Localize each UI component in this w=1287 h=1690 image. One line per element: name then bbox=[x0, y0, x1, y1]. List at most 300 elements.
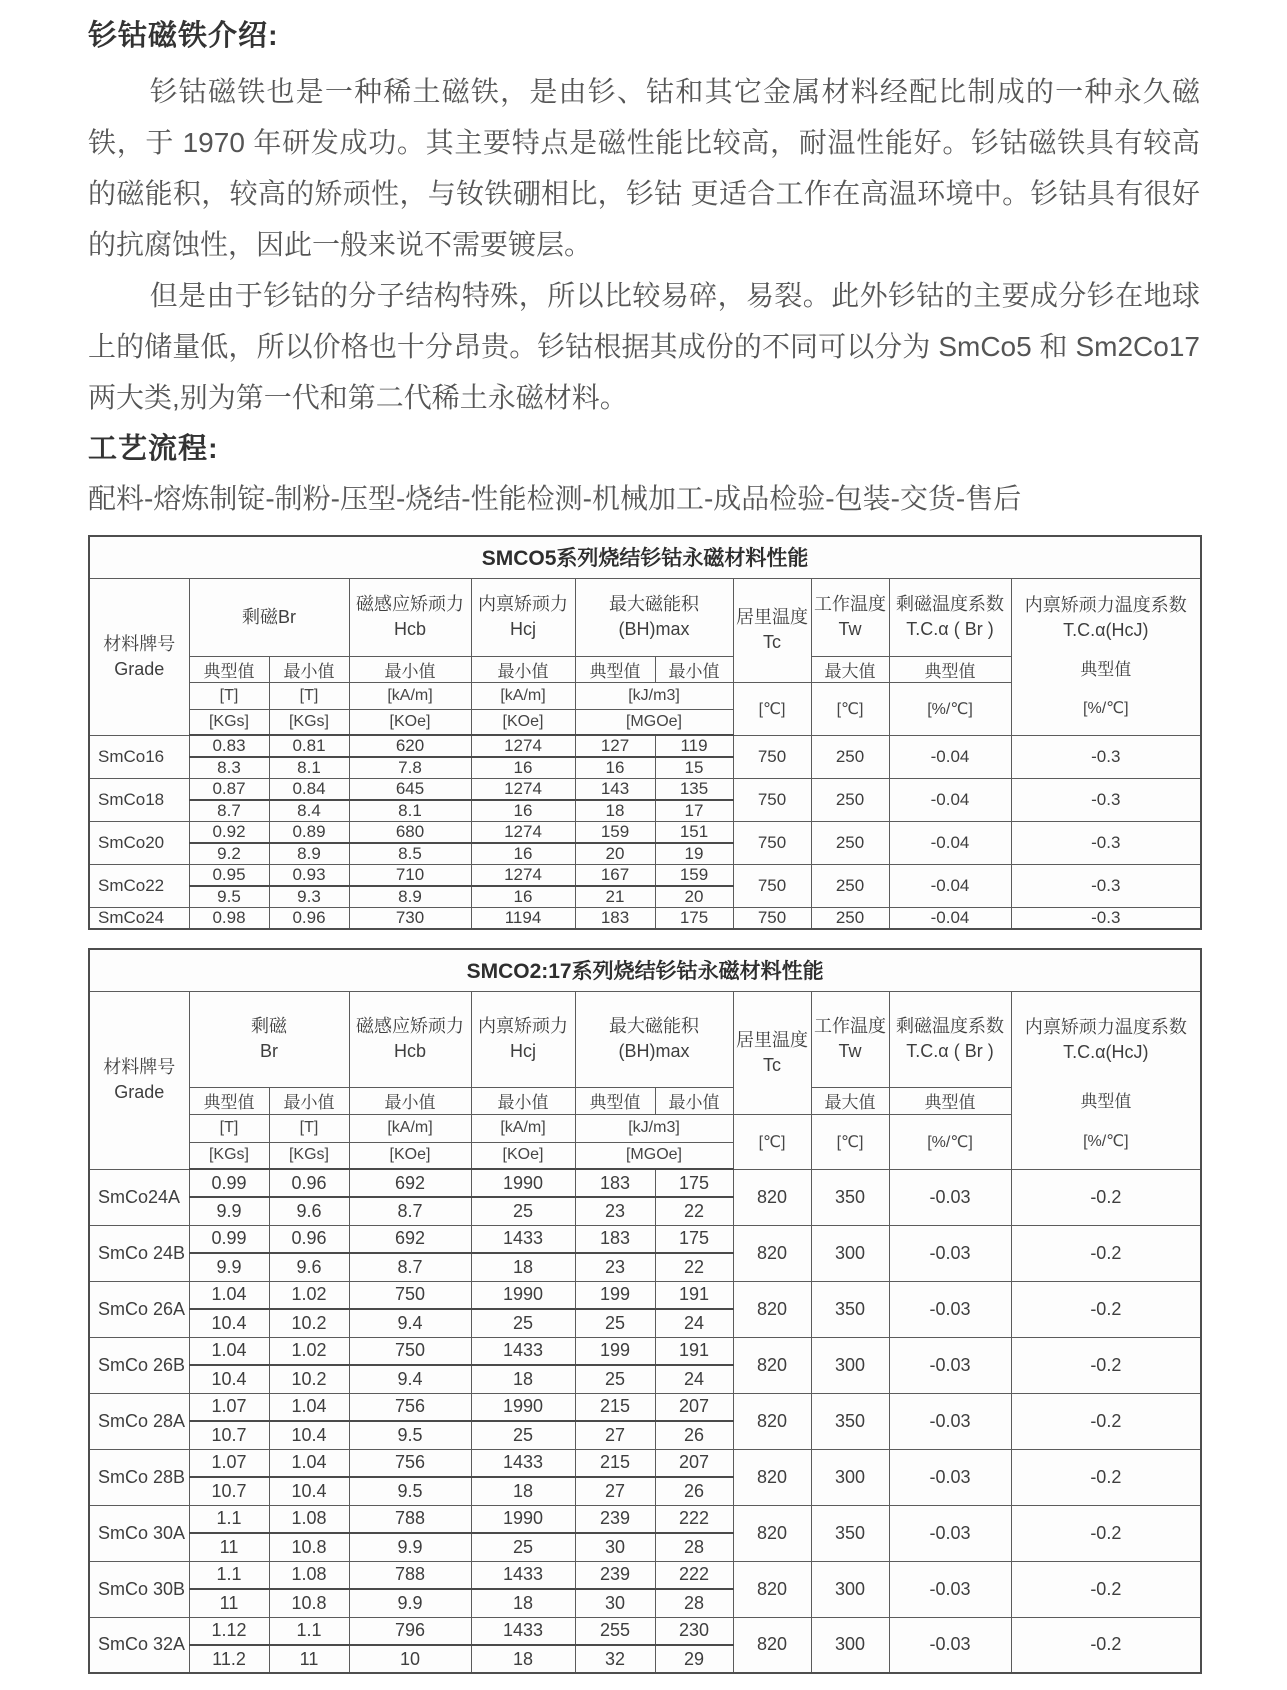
value-cell: 119 bbox=[655, 735, 733, 757]
value-cell: 0.98 bbox=[189, 908, 269, 930]
tw-unit-cell: [℃] bbox=[811, 1114, 889, 1169]
value-cell: 0.93 bbox=[269, 865, 349, 887]
value-cell: 1.02 bbox=[269, 1281, 349, 1309]
value-cell: 9.9 bbox=[189, 1253, 269, 1281]
tca-hcj-group-header bbox=[1011, 991, 1201, 1169]
spec-row-si bbox=[89, 1617, 1201, 1645]
grade-cell: SmCo20 bbox=[89, 822, 189, 865]
unit-cell: [KGs] bbox=[189, 1142, 269, 1169]
grade-cell: SmCo 30B bbox=[89, 1561, 189, 1617]
value-cell: 151 bbox=[655, 822, 733, 844]
grade-column-header: 材料牌号 Grade bbox=[89, 991, 189, 1169]
value-cell: 183 bbox=[575, 1225, 655, 1253]
value-cell: 0.89 bbox=[269, 822, 349, 844]
tca-hcj-cell: -0.2 bbox=[1011, 1393, 1201, 1449]
tca-hcj-unit: [%/℃] bbox=[1083, 1133, 1129, 1150]
value-cell: 159 bbox=[655, 865, 733, 887]
tc-cell: 820 bbox=[733, 1617, 811, 1673]
value-cell: 175 bbox=[655, 1169, 733, 1197]
spec-row-si bbox=[89, 1169, 1201, 1197]
tc-cell: 820 bbox=[733, 1225, 811, 1281]
tc-cell: 820 bbox=[733, 1169, 811, 1225]
value-cell: 8.9 bbox=[349, 886, 471, 908]
value-cell: 175 bbox=[655, 1225, 733, 1253]
table-title-row bbox=[89, 949, 1201, 991]
tca-hcj-cell: -0.2 bbox=[1011, 1449, 1201, 1505]
tca-br-group-header: 剩磁温度系数 T.C.α ( Br ) bbox=[889, 578, 1011, 656]
grade-cell: SmCo24 bbox=[89, 908, 189, 930]
spec-row-si bbox=[89, 865, 1201, 887]
br-group-header: 剩磁Br bbox=[189, 578, 349, 656]
value-cell: 0.87 bbox=[189, 779, 269, 801]
value-cell: 1.08 bbox=[269, 1505, 349, 1533]
br-typical-header: 典型值 bbox=[189, 1087, 269, 1114]
spec-row-si bbox=[89, 1281, 1201, 1309]
value-cell: 0.96 bbox=[269, 1225, 349, 1253]
tc-unit-cell: [℃] bbox=[733, 682, 811, 735]
value-cell: 230 bbox=[655, 1617, 733, 1645]
value-cell: 10.4 bbox=[189, 1365, 269, 1393]
value-cell: 8.7 bbox=[189, 800, 269, 822]
grade-cell: SmCo16 bbox=[89, 735, 189, 779]
value-cell: 199 bbox=[575, 1281, 655, 1309]
value-cell: 9.9 bbox=[349, 1533, 471, 1561]
process-heading: 工艺流程: bbox=[88, 433, 219, 465]
value-cell: 32 bbox=[575, 1645, 655, 1673]
value-cell: 0.96 bbox=[269, 1169, 349, 1197]
unit-cell: [T] bbox=[189, 682, 269, 709]
value-cell: 11 bbox=[269, 1645, 349, 1673]
hcj-min-header: 最小值 bbox=[471, 1087, 575, 1114]
value-cell: 199 bbox=[575, 1337, 655, 1365]
smco217-table-section bbox=[88, 948, 1200, 1674]
tca-hcj-unit: [%/℃] bbox=[1083, 700, 1129, 717]
tw-cell: 250 bbox=[811, 822, 889, 865]
value-cell: 207 bbox=[655, 1393, 733, 1421]
value-cell: 23 bbox=[575, 1253, 655, 1281]
grade-cell: SmCo 32A bbox=[89, 1617, 189, 1673]
value-cell: 8.1 bbox=[349, 800, 471, 822]
tc-cell: 750 bbox=[733, 779, 811, 822]
value-cell: 25 bbox=[471, 1197, 575, 1225]
value-cell: 1.1 bbox=[269, 1617, 349, 1645]
unit-cell: [MGOe] bbox=[575, 709, 733, 735]
value-cell: 16 bbox=[471, 800, 575, 822]
value-cell: 0.99 bbox=[189, 1169, 269, 1197]
tw-max-header: 最大值 bbox=[811, 1087, 889, 1114]
unit-cell: [KOe] bbox=[471, 1142, 575, 1169]
tca-br-cell: -0.03 bbox=[889, 1505, 1011, 1561]
bh-min-header: 最小值 bbox=[655, 1087, 733, 1114]
tca-br-cell: -0.03 bbox=[889, 1449, 1011, 1505]
grade-column-header: 材料牌号 Grade bbox=[89, 578, 189, 735]
grade-cell: SmCo 28B bbox=[89, 1449, 189, 1505]
tca-hcj-cell: -0.3 bbox=[1011, 908, 1201, 930]
value-cell: 1433 bbox=[471, 1561, 575, 1589]
tca-br-cell: -0.03 bbox=[889, 1337, 1011, 1393]
value-cell: 645 bbox=[349, 779, 471, 801]
value-cell: 1990 bbox=[471, 1505, 575, 1533]
value-cell: 135 bbox=[655, 779, 733, 801]
value-cell: 680 bbox=[349, 822, 471, 844]
value-cell: 788 bbox=[349, 1505, 471, 1533]
table-title: SMCO5系列烧结钐钴永磁材料性能 bbox=[89, 536, 1201, 578]
tca-br-cell: -0.04 bbox=[889, 908, 1011, 930]
smco217-spec-table bbox=[88, 948, 1202, 1674]
value-cell: 26 bbox=[655, 1421, 733, 1449]
grade-cell: SmCo 26A bbox=[89, 1281, 189, 1337]
grade-cell: SmCo24A bbox=[89, 1169, 189, 1225]
value-cell: 1.07 bbox=[189, 1393, 269, 1421]
value-cell: 756 bbox=[349, 1393, 471, 1421]
br-min-header: 最小值 bbox=[269, 656, 349, 682]
tw-cell: 300 bbox=[811, 1561, 889, 1617]
value-cell: 1990 bbox=[471, 1169, 575, 1197]
value-cell: 29 bbox=[655, 1645, 733, 1673]
unit-cell: [KGs] bbox=[269, 1142, 349, 1169]
tca-hcj-stack bbox=[1012, 992, 1201, 1169]
intro-paragraph-2: 但是由于钐钴的分子结构特殊，所以比较易碎，易裂。此外钐钴的主要成分钐在地球上的储量低，所以价格也十分昂贵。钐钴根据其成份的不同可以分为 SmCo5 和 Sm2Co17 两大类,别为第一代和第二代稀土永磁材料。 bbox=[88, 280, 1200, 413]
tw-cell: 300 bbox=[811, 1337, 889, 1393]
value-cell: 9.9 bbox=[349, 1589, 471, 1617]
value-cell: 692 bbox=[349, 1225, 471, 1253]
value-cell: 1194 bbox=[471, 908, 575, 930]
value-cell: 0.81 bbox=[269, 735, 349, 757]
unit-cell: [T] bbox=[269, 1114, 349, 1142]
unit-cell: [MGOe] bbox=[575, 1142, 733, 1169]
value-cell: 25 bbox=[575, 1309, 655, 1337]
unit-cell: [kA/m] bbox=[349, 682, 471, 709]
unit-cell: [KOe] bbox=[349, 709, 471, 735]
value-cell: 239 bbox=[575, 1505, 655, 1533]
value-cell: 8.3 bbox=[189, 757, 269, 779]
table-title: SMCO2:17系列烧结钐钴永磁材料性能 bbox=[89, 949, 1201, 991]
group-header-row bbox=[89, 578, 1201, 656]
tc-cell: 750 bbox=[733, 908, 811, 930]
group-header-row bbox=[89, 991, 1201, 1087]
value-cell: 1274 bbox=[471, 779, 575, 801]
value-cell: 9.3 bbox=[269, 886, 349, 908]
tca-hcj-cell: -0.2 bbox=[1011, 1505, 1201, 1561]
value-cell: 1990 bbox=[471, 1281, 575, 1309]
value-cell: 1.02 bbox=[269, 1337, 349, 1365]
value-cell: 10.4 bbox=[189, 1309, 269, 1337]
value-cell: 1433 bbox=[471, 1337, 575, 1365]
value-cell: 21 bbox=[575, 886, 655, 908]
value-cell: 28 bbox=[655, 1533, 733, 1561]
value-cell: 0.99 bbox=[189, 1225, 269, 1253]
value-cell: 28 bbox=[655, 1589, 733, 1617]
tw-max-header: 最大值 bbox=[811, 656, 889, 682]
value-cell: 10.2 bbox=[269, 1309, 349, 1337]
tca-hcj-cell: -0.3 bbox=[1011, 779, 1201, 822]
unit-cell: [KOe] bbox=[349, 1142, 471, 1169]
value-cell: 8.7 bbox=[349, 1197, 471, 1225]
hcj-min-header: 最小值 bbox=[471, 656, 575, 682]
value-cell: 16 bbox=[575, 757, 655, 779]
value-cell: 9.4 bbox=[349, 1309, 471, 1337]
value-cell: 10.8 bbox=[269, 1533, 349, 1561]
value-cell: 9.9 bbox=[189, 1197, 269, 1225]
value-cell: 1.1 bbox=[189, 1561, 269, 1589]
tca-hcj-cell: -0.3 bbox=[1011, 735, 1201, 779]
tw-group-header: 工作温度 Tw bbox=[811, 578, 889, 656]
value-cell: 183 bbox=[575, 1169, 655, 1197]
tca-br-cell: -0.03 bbox=[889, 1393, 1011, 1449]
tca-hcj-cell: -0.3 bbox=[1011, 822, 1201, 865]
value-cell: 27 bbox=[575, 1477, 655, 1505]
unit-cell: [T] bbox=[269, 682, 349, 709]
spec-row-si bbox=[89, 1449, 1201, 1477]
value-cell: 9.6 bbox=[269, 1253, 349, 1281]
tca-hcj-cell: -0.2 bbox=[1011, 1617, 1201, 1673]
tc-cell: 820 bbox=[733, 1393, 811, 1449]
value-cell: 16 bbox=[471, 886, 575, 908]
value-cell: 1.04 bbox=[189, 1337, 269, 1365]
hcb-group-header: 磁感应矫顽力 Hcb bbox=[349, 578, 471, 656]
value-cell: 167 bbox=[575, 865, 655, 887]
spec-row-si bbox=[89, 1225, 1201, 1253]
tca-br-cell: -0.03 bbox=[889, 1169, 1011, 1225]
tca-br-cell: -0.03 bbox=[889, 1225, 1011, 1281]
value-cell: 0.95 bbox=[189, 865, 269, 887]
value-cell: 9.5 bbox=[349, 1421, 471, 1449]
value-cell: 788 bbox=[349, 1561, 471, 1589]
grade-cell: SmCo 26B bbox=[89, 1337, 189, 1393]
smco217-table-body bbox=[89, 1169, 1201, 1673]
value-cell: 18 bbox=[471, 1253, 575, 1281]
value-cell: 10.7 bbox=[189, 1477, 269, 1505]
tw-unit-cell: [℃] bbox=[811, 682, 889, 735]
value-cell: 25 bbox=[471, 1421, 575, 1449]
tca-br-cell: -0.04 bbox=[889, 865, 1011, 908]
tca-br-typical-header: 典型值 bbox=[889, 1087, 1011, 1114]
value-cell: 18 bbox=[471, 1477, 575, 1505]
tw-cell: 300 bbox=[811, 1225, 889, 1281]
value-cell: 191 bbox=[655, 1281, 733, 1309]
value-cell: 215 bbox=[575, 1449, 655, 1477]
tw-group-header: 工作温度 Tw bbox=[811, 991, 889, 1087]
value-cell: 1.12 bbox=[189, 1617, 269, 1645]
spec-row-si bbox=[89, 1561, 1201, 1589]
value-cell: 18 bbox=[471, 1589, 575, 1617]
spec-row-si bbox=[89, 1393, 1201, 1421]
tw-cell: 350 bbox=[811, 1505, 889, 1561]
value-cell: 1274 bbox=[471, 822, 575, 844]
value-cell: 1433 bbox=[471, 1449, 575, 1477]
tw-cell: 250 bbox=[811, 735, 889, 779]
value-cell: 1274 bbox=[471, 735, 575, 757]
tc-cell: 820 bbox=[733, 1281, 811, 1337]
tca-hcj-cell: -0.2 bbox=[1011, 1337, 1201, 1393]
value-cell: 127 bbox=[575, 735, 655, 757]
tc-unit-cell: [℃] bbox=[733, 1114, 811, 1169]
value-cell: 0.83 bbox=[189, 735, 269, 757]
spec-row-si bbox=[89, 735, 1201, 757]
value-cell: 8.1 bbox=[269, 757, 349, 779]
value-cell: 207 bbox=[655, 1449, 733, 1477]
br-min-header: 最小值 bbox=[269, 1087, 349, 1114]
value-cell: 1990 bbox=[471, 1393, 575, 1421]
tw-cell: 300 bbox=[811, 1617, 889, 1673]
value-cell: 1433 bbox=[471, 1225, 575, 1253]
value-cell: 1.04 bbox=[269, 1393, 349, 1421]
tw-cell: 350 bbox=[811, 1281, 889, 1337]
tw-cell: 300 bbox=[811, 1449, 889, 1505]
tca-br-cell: -0.04 bbox=[889, 735, 1011, 779]
spec-row-si bbox=[89, 908, 1201, 930]
value-cell: 0.96 bbox=[269, 908, 349, 930]
unit-cell: [T] bbox=[189, 1114, 269, 1142]
value-cell: 18 bbox=[471, 1645, 575, 1673]
tca-hcj-subheader: 典型值 bbox=[1080, 660, 1132, 679]
tca-br-cell: -0.04 bbox=[889, 779, 1011, 822]
value-cell: 215 bbox=[575, 1393, 655, 1421]
unit-cell: [kJ/m3] bbox=[575, 682, 733, 709]
grade-cell: SmCo 30A bbox=[89, 1505, 189, 1561]
value-cell: 17 bbox=[655, 800, 733, 822]
value-cell: 26 bbox=[655, 1477, 733, 1505]
grade-cell: SmCo 28A bbox=[89, 1393, 189, 1449]
value-cell: 710 bbox=[349, 865, 471, 887]
spec-row-si bbox=[89, 822, 1201, 844]
value-cell: 10 bbox=[349, 1645, 471, 1673]
value-cell: 1.04 bbox=[189, 1281, 269, 1309]
tc-cell: 750 bbox=[733, 822, 811, 865]
value-cell: 24 bbox=[655, 1365, 733, 1393]
grade-cell: SmCo18 bbox=[89, 779, 189, 822]
spec-row-si bbox=[89, 779, 1201, 801]
unit-cell: [kA/m] bbox=[471, 682, 575, 709]
value-cell: 183 bbox=[575, 908, 655, 930]
value-cell: 25 bbox=[471, 1533, 575, 1561]
value-cell: 796 bbox=[349, 1617, 471, 1645]
value-cell: 10.8 bbox=[269, 1589, 349, 1617]
tc-group-header: 居里温度 Tc bbox=[733, 991, 811, 1114]
tca-br-group-header: 剩磁温度系数 T.C.α ( Br ) bbox=[889, 991, 1011, 1087]
value-cell: 22 bbox=[655, 1253, 733, 1281]
bhmax-group-header: 最大磁能积 (BH)max bbox=[575, 578, 733, 656]
tca-br-typical-header: 典型值 bbox=[889, 656, 1011, 682]
value-cell: 0.92 bbox=[189, 822, 269, 844]
spec-row-si bbox=[89, 1505, 1201, 1533]
value-cell: 222 bbox=[655, 1505, 733, 1533]
hcj-group-header: 内禀矫顽力 Hcj bbox=[471, 991, 575, 1087]
bh-typical-header: 典型值 bbox=[575, 1087, 655, 1114]
value-cell: 30 bbox=[575, 1589, 655, 1617]
value-cell: 10.7 bbox=[189, 1421, 269, 1449]
tc-group-header: 居里温度 Tc bbox=[733, 578, 811, 682]
value-cell: 239 bbox=[575, 1561, 655, 1589]
unit-cell: [kA/m] bbox=[349, 1114, 471, 1142]
value-cell: 18 bbox=[471, 1365, 575, 1393]
value-cell: 25 bbox=[471, 1309, 575, 1337]
hcb-min-header: 最小值 bbox=[349, 656, 471, 682]
value-cell: 1274 bbox=[471, 865, 575, 887]
tca-hcj-group-header bbox=[1011, 578, 1201, 735]
value-cell: 30 bbox=[575, 1533, 655, 1561]
smco5-table-body bbox=[89, 735, 1201, 929]
value-cell: 730 bbox=[349, 908, 471, 930]
smco5-table-section bbox=[88, 535, 1200, 930]
value-cell: 7.8 bbox=[349, 757, 471, 779]
value-cell: 25 bbox=[575, 1365, 655, 1393]
table-title-row bbox=[89, 536, 1201, 578]
value-cell: 8.9 bbox=[269, 843, 349, 865]
value-cell: 191 bbox=[655, 1337, 733, 1365]
bh-min-header: 最小值 bbox=[655, 656, 733, 682]
value-cell: 11 bbox=[189, 1533, 269, 1561]
unit-cell: [kA/m] bbox=[471, 1114, 575, 1142]
tc-cell: 750 bbox=[733, 735, 811, 779]
unit-cell: [kJ/m3] bbox=[575, 1114, 733, 1142]
tc-cell: 820 bbox=[733, 1337, 811, 1393]
tca-hcj-cell: -0.2 bbox=[1011, 1561, 1201, 1617]
hcb-group-header: 磁感应矫顽力 Hcb bbox=[349, 991, 471, 1087]
value-cell: 750 bbox=[349, 1337, 471, 1365]
value-cell: 10.4 bbox=[269, 1477, 349, 1505]
br-typical-header: 典型值 bbox=[189, 656, 269, 682]
unit-cell: [KOe] bbox=[471, 709, 575, 735]
value-cell: 19 bbox=[655, 843, 733, 865]
br-group-header: 剩磁 Br bbox=[189, 991, 349, 1087]
value-cell: 1.1 bbox=[189, 1505, 269, 1533]
value-cell: 750 bbox=[349, 1281, 471, 1309]
tc-cell: 820 bbox=[733, 1505, 811, 1561]
value-cell: 16 bbox=[471, 843, 575, 865]
tc-cell: 750 bbox=[733, 865, 811, 908]
value-cell: 23 bbox=[575, 1197, 655, 1225]
tca-br-cell: -0.03 bbox=[889, 1617, 1011, 1673]
tca-hcj-label: 内禀矫顽力温度系数 T.C.α(HcJ) bbox=[1024, 1016, 1187, 1062]
tca-hcj-cell: -0.2 bbox=[1011, 1281, 1201, 1337]
value-cell: 8.4 bbox=[269, 800, 349, 822]
value-cell: 22 bbox=[655, 1197, 733, 1225]
value-cell: 620 bbox=[349, 735, 471, 757]
value-cell: 222 bbox=[655, 1561, 733, 1589]
hcj-group-header: 内禀矫顽力 Hcj bbox=[471, 578, 575, 656]
value-cell: 20 bbox=[655, 886, 733, 908]
value-cell: 756 bbox=[349, 1449, 471, 1477]
tca-hcj-cell: -0.2 bbox=[1011, 1169, 1201, 1225]
value-cell: 175 bbox=[655, 908, 733, 930]
intro-heading: 钐钴磁铁介绍: bbox=[88, 20, 279, 52]
tca-br-unit-cell: [%/℃] bbox=[889, 682, 1011, 735]
unit-cell: [KGs] bbox=[189, 709, 269, 735]
grade-cell: SmCo 24B bbox=[89, 1225, 189, 1281]
spec-row-si bbox=[89, 1337, 1201, 1365]
value-cell: 10.2 bbox=[269, 1365, 349, 1393]
tc-cell: 820 bbox=[733, 1561, 811, 1617]
value-cell: 20 bbox=[575, 843, 655, 865]
value-cell: 11 bbox=[189, 1589, 269, 1617]
tca-hcj-label: 内禀矫顽力温度系数 T.C.α(HcJ) bbox=[1024, 594, 1187, 640]
value-cell: 1433 bbox=[471, 1617, 575, 1645]
value-cell: 9.4 bbox=[349, 1365, 471, 1393]
tca-hcj-cell: -0.2 bbox=[1011, 1225, 1201, 1281]
bh-typical-header: 典型值 bbox=[575, 656, 655, 682]
value-cell: 18 bbox=[575, 800, 655, 822]
value-cell: 8.5 bbox=[349, 843, 471, 865]
value-cell: 692 bbox=[349, 1169, 471, 1197]
value-cell: 9.6 bbox=[269, 1197, 349, 1225]
value-cell: 255 bbox=[575, 1617, 655, 1645]
tw-cell: 350 bbox=[811, 1169, 889, 1225]
tw-cell: 250 bbox=[811, 779, 889, 822]
intro-paragraph-1: 钐钴磁铁也是一种稀土磁铁，是由钐、钴和其它金属材料经配比制成的一种永久磁铁，于 1970 年研发成功。其主要特点是磁性能比较高，耐温性能好。钐钴磁铁具有较高的磁能积，较高的矫顽性，与钕铁硼相比，钐钴 更适合工作在高温环境中。钐钴具有很好的抗腐蚀性，因此一般来说不需要镀层。 bbox=[88, 76, 1200, 260]
value-cell: 24 bbox=[655, 1309, 733, 1337]
value-cell: 9.2 bbox=[189, 843, 269, 865]
